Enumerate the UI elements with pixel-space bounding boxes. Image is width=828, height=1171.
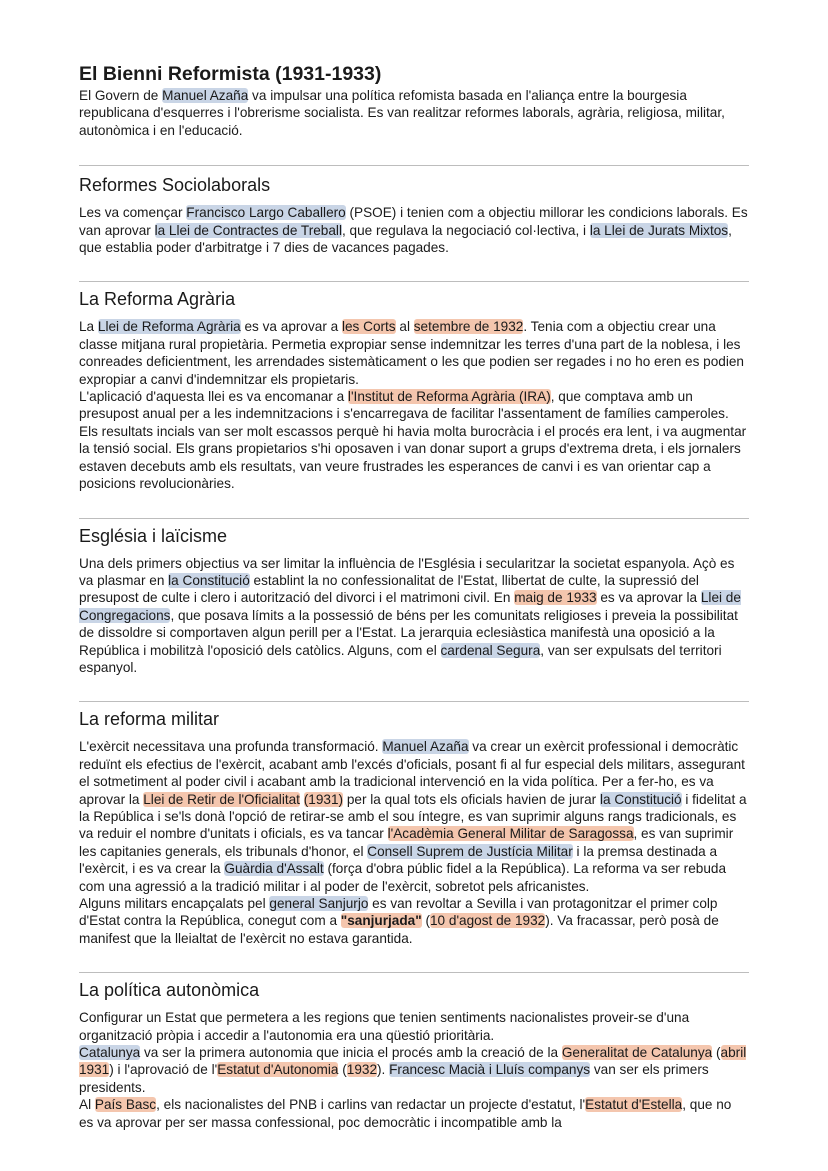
section-divider bbox=[79, 518, 749, 519]
highlighted-term: Estatut d'Autonomia bbox=[217, 1062, 339, 1078]
highlighted-term: setembre de 1932 bbox=[413, 319, 524, 335]
section-paragraph: Una dels primers objectius va ser limitar la influència de l'Església i secularitzar la societat espanyola. Açò es va plasmar en la Constitució establint la no confessionalitat de l'Estat, llibertat de culte, la supressió del presupost de culte i clero i autorització del divorci i el matrimoni civil. En maig de 1933 es va aprovar la Llei de Congregacions, que posava límits a la possessió de béns per les comunitats religioses i preveia la possibilitat de dissoldre si comportaven algun perill per a l'Estat. La jerarquia eclesiàstica manifestà una oposició a la República i mobilitzà l'oposició dels catòlics. Alguns, com el cardenal Segura, van ser expulsats del territori espanyol. bbox=[79, 555, 741, 675]
highlighted-term: la Llei de Contractes de Treball bbox=[154, 222, 342, 238]
highlighted-term: la Constitució bbox=[599, 791, 682, 807]
section-reforma-militar bbox=[79, 708, 749, 947]
highlighted-term: la Constitució bbox=[168, 572, 250, 588]
section-heading: La Reforma Agrària bbox=[79, 289, 236, 310]
highlighted-term: general Sanjurjo bbox=[269, 896, 369, 911]
section-heading: Reformes Sociolaborals bbox=[79, 175, 271, 196]
highlighted-term: l'Acadèmia General Militar de Saragossa bbox=[387, 826, 634, 842]
section-divider bbox=[79, 701, 749, 702]
section-heading: La política autonòmica bbox=[79, 980, 260, 1001]
highlighted-term: Francesc Macià i Lluís companys bbox=[389, 1062, 591, 1078]
highlighted-term: Generalitat de Catalunya bbox=[561, 1045, 713, 1061]
highlighted-term: Consell Suprem de Justícia Militar bbox=[367, 843, 573, 859]
highlighted-term: (1931) bbox=[303, 791, 344, 807]
section-reformes-sociolaborals bbox=[79, 174, 749, 256]
section-paragraph: L'exèrcit necessitava una profunda transformació. Manuel Azaña va crear un exèrcit professional i democràtic reduïnt els efectius de l'exèrcit, acabant amb l'excés d'oficials, posant fi al fur especial dels militars, assegurant el sotmetiment al poder civil i acabant amb la tradicional intervenció en la vida política. Per a fer-ho, es va aprovar la Llei de Retir de l'Oficialitat (1931) per la qual tots els oficials havien de jurar la Constitució i fidelitat a la República i se'ls donà l'opció de retirar-se amb el sou íntegre, es van suprimir alguns rangs tradicionals, es va reduir el nombre d'unitats i oficials, es va tancar l'Acadèmia General Militar de Saragossa, es van suprimir les capitanies generals, els tribunals d'honor, el Consell Suprem de Justícia Militar i la premsa destinada a l'exèrcit, i es va crear la Guàrdia d'Assalt (força d'obra públic fidel a la República). La reforma va ser rebuda com una agressió a la tradició militar i al poder de l'exèrcit, sobretot pels africanistes. bbox=[79, 739, 747, 894]
highlighted-term: Llei de Reforma Agrària bbox=[97, 319, 241, 335]
section-divider bbox=[79, 165, 749, 166]
highlighted-term: les Corts bbox=[341, 319, 396, 335]
highlighted-term: maig de 1933 bbox=[514, 590, 597, 606]
intro-paragraph: El Govern de Manuel Azaña va impulsar una política refomista basada en l'aliança entre la bourgesia republicana d'esquerres i l'obrerisme socialista. Es van realitzar reformes laborals, agrària, religiosa, militar, autonòmica i en l'educació. bbox=[79, 88, 725, 138]
section-paragraph: Les va començar Francisco Largo Caballero (PSOE) i tenien com a objectiu millorar les condicions laborals. Es van aprovar la Llei de Contractes de Treball, que regulava la negociació col·lectiva, i la Llei de Jurats Mixtos, que establia poder d'arbitratge i 7 dies de vacances pagades. bbox=[79, 205, 748, 256]
section-reforma-agraria bbox=[79, 288, 749, 492]
highlighted-term: "sanjurjada" bbox=[340, 913, 422, 929]
highlighted-term: Catalunya bbox=[79, 1045, 141, 1061]
section-esglesia-laicisme bbox=[79, 525, 749, 677]
highlighted-term: abril 1931 bbox=[79, 1045, 747, 1078]
section-paragraph: Alguns militars encapçalats pel general Sanjurjo es van revoltar a Sevilla i van protagonitzar el primer colp d'Estat contra la República, conegut com a "sanjurjada" (10 d'agost de 1932). Va fracassar, però posà de manifest que la lleialtat de l'exèrcit no estava garantida. bbox=[79, 896, 719, 946]
section-paragraph: L'aplicació d'aquesta llei es va encomanar a l'Institut de Reforma Agrària (IRA), que comptava amb un presupost anual per a les indemnitzacions i s'encarregava de facilitar l'assentament de famílies camperoles. Els resultats incials van ser molt escassos perquè hi havia molta burocràcia i el procés era lent, i va augmentar la tensió social. Els grans propietarios s'hi oposaven i van donar suport a grups d'extrema dreta, i els jornalers estaven decebuts amb els resultats, van veure frustrades les esperances de canvi i es van orientar cap a posicions revolucionàries. bbox=[79, 389, 747, 492]
highlighted-term: Llei de Retir de l'Oficialitat bbox=[143, 791, 300, 807]
highlighted-term: l'Institut de Reforma Agrària (IRA) bbox=[347, 389, 551, 405]
highlighted-term: Manuel Azaña bbox=[382, 739, 469, 755]
highlighted-term: Guàrdia d'Assalt bbox=[224, 861, 324, 877]
highlighted-term: 1932 bbox=[346, 1062, 378, 1078]
highlighted-term: la Llei de Jurats Mixtos bbox=[589, 222, 729, 238]
section-divider bbox=[79, 281, 749, 282]
section-heading: La reforma militar bbox=[79, 709, 220, 730]
highlighted-term: 10 d'agost de 1932 bbox=[429, 913, 546, 929]
highlighted-term: Estatut d'Estella bbox=[585, 1097, 683, 1113]
section-paragraph: Catalunya va ser la primera autonomia que inicia el procés amb la creació de la Generalitat de Catalunya (abril 1931) i l'aprovació de l'Estatut d'Autonomia (1932). Francesc Macià i Lluís companys van ser els primers presidents. bbox=[79, 1045, 747, 1095]
highlighted-term: Francisco Largo Caballero bbox=[186, 205, 346, 221]
document-page bbox=[79, 62, 749, 1131]
highlighted-term: Manuel Azaña bbox=[162, 88, 249, 103]
highlighted-term: Llei de Congregacions bbox=[79, 590, 741, 623]
section-politica-autonomica bbox=[79, 979, 749, 1131]
sections-container bbox=[79, 165, 749, 1131]
section-paragraph: Configurar un Estat que permetera a les regions que tenien sentiments nacionalistes proveir-se d'una organització pròpia i accedir a l'autonomia era una qüestió prioritària. bbox=[79, 1010, 690, 1043]
section-heading: Església i laïcisme bbox=[79, 525, 228, 546]
section-divider bbox=[79, 972, 749, 973]
highlighted-term: cardenal Segura bbox=[440, 642, 541, 658]
highlighted-term: País Basc bbox=[94, 1097, 157, 1113]
page-title: El Bienni Reformista (1931-1933) bbox=[79, 63, 382, 85]
section-paragraph: Al País Basc, els nacionalistes del PNB i carlins van redactar un projecte d'estatut, l'Estatut d'Estella, que no es va aprovar per ser massa confessional, poc democràtic i incompatible amb la bbox=[79, 1097, 732, 1130]
section-paragraph: La Llei de Reforma Agrària es va aprovar a les Corts al setembre de 1932. Tenia com a objectiu crear una classe mitjana rural propietària. Permetia expropiar sense indemnitzar les terres d'una part de la noblesa, i les conreades deficientment, les arrendades sistemàticament o les que podien ser regades i no ho eren es podien expropiar a canvi d'indemnitzar els propietaris. bbox=[79, 319, 744, 387]
